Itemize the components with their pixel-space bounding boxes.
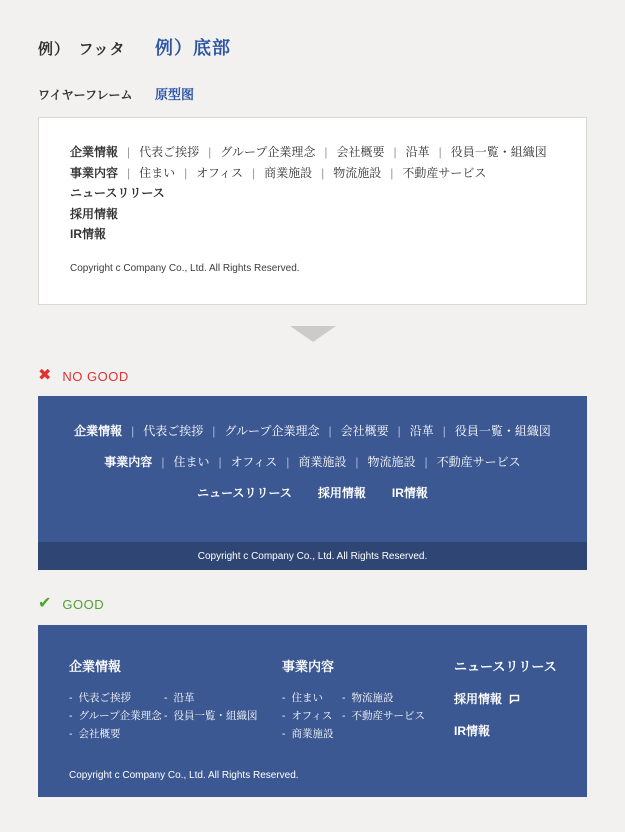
- footer-column-heading[interactable]: 事業内容: [282, 659, 335, 674]
- hyphen-bullet: -: [282, 692, 286, 704]
- ir-link-label: IR情報: [454, 724, 491, 738]
- no-good-nav: [56, 416, 569, 478]
- separator: |: [328, 424, 332, 438]
- footer-link-label: 会社概要: [78, 728, 121, 740]
- hyphen-bullet: -: [282, 710, 286, 722]
- footer-link[interactable]: グループ企業理念: [220, 145, 316, 159]
- footer-link[interactable]: 不動産サービス: [402, 165, 487, 180]
- arrow-down-icon: [290, 326, 336, 342]
- hyphen-bullet: -: [342, 692, 346, 704]
- separator: |: [393, 145, 397, 159]
- footer-link[interactable]: 商業施設: [298, 455, 347, 469]
- footer-link[interactable]: オフィス: [230, 455, 278, 469]
- footer-link-label: オフィス: [291, 710, 333, 722]
- footer-link[interactable]: [164, 707, 258, 725]
- footer-nav-row: [56, 447, 569, 478]
- subtitle-japanese: ワイヤーフレーム: [38, 88, 133, 102]
- footer-link[interactable]: 住まい: [173, 455, 210, 469]
- footer-column-heading[interactable]: 企業情報: [69, 659, 122, 674]
- hyphen-bullet: -: [164, 710, 168, 722]
- good-label-text: GOOD: [62, 596, 105, 612]
- wireframe-nav: [70, 142, 555, 183]
- news-release-link[interactable]: ニュースリリース: [454, 659, 557, 674]
- footer-link-label: 沿革: [173, 692, 195, 704]
- no-good-copyright-bar: [38, 542, 587, 570]
- check-icon: ✔: [38, 595, 52, 612]
- footer-link[interactable]: 会社概要: [336, 145, 385, 159]
- footer-link[interactable]: [69, 725, 164, 743]
- footer-subcolumns: [69, 689, 282, 743]
- wireframe-footer-example: [38, 117, 587, 305]
- copyright-text: Copyright c Company Co., Ltd. All Rights Reserved.: [70, 262, 300, 274]
- footer-link[interactable]: 物流施設: [367, 455, 416, 469]
- footer-link[interactable]: 採用情報: [70, 206, 119, 221]
- separator: |: [218, 455, 222, 469]
- footer-link[interactable]: 沿革: [405, 145, 430, 159]
- no-good-bottom-links: [56, 478, 569, 509]
- hyphen-bullet: -: [69, 692, 73, 704]
- footer-category-label[interactable]: 事業内容: [70, 165, 119, 180]
- separator: |: [212, 424, 216, 438]
- footer-link[interactable]: [282, 689, 342, 707]
- recruit-link-label: 採用情報: [454, 692, 503, 706]
- hyphen-bullet: -: [69, 710, 73, 722]
- ir-link[interactable]: [454, 722, 557, 739]
- footer-link[interactable]: [282, 707, 342, 725]
- separator: |: [208, 145, 212, 159]
- separator: |: [321, 165, 325, 180]
- no-good-label: [38, 368, 587, 384]
- separator: |: [424, 455, 428, 469]
- separator: |: [184, 165, 188, 180]
- footer-link-label: 役員一覧・組織図: [173, 710, 258, 722]
- page-title-japanese: 例） フッタ: [38, 41, 126, 58]
- footer-link-label: 代表ご挨拶: [78, 692, 131, 704]
- footer-category-label[interactable]: 事業内容: [104, 455, 153, 469]
- footer-subcolumn: [164, 689, 258, 743]
- footer-link[interactable]: 沿革: [409, 424, 434, 438]
- hyphen-bullet: -: [342, 710, 346, 722]
- footer-column: [69, 656, 282, 743]
- no-good-footer-body: [38, 396, 587, 542]
- recruit-link[interactable]: [454, 690, 557, 707]
- separator: |: [161, 455, 165, 469]
- footer-subcolumns: [282, 689, 454, 743]
- footer-subcolumn: [69, 689, 164, 743]
- footer-link[interactable]: 役員一覧・組織図: [454, 424, 551, 438]
- separator: |: [251, 165, 256, 180]
- x-icon: ✖: [38, 367, 52, 384]
- separator: |: [355, 455, 359, 469]
- footer-link-label: 物流施設: [351, 692, 394, 704]
- footer-subcolumn: [282, 689, 342, 743]
- footer-link[interactable]: 住まい: [139, 165, 176, 180]
- copyright-text: Copyright c Company Co., Ltd. All Rights Reserved.: [197, 550, 428, 562]
- external-link-icon: [509, 694, 520, 704]
- footer-link[interactable]: グループ企業理念: [224, 424, 320, 438]
- separator: |: [131, 424, 135, 438]
- footer-link[interactable]: 物流施設: [333, 165, 382, 180]
- hyphen-bullet: -: [69, 728, 73, 740]
- footer-link[interactable]: [69, 707, 164, 725]
- footer-link[interactable]: オフィス: [196, 165, 243, 180]
- footer-link[interactable]: IR情報: [70, 227, 107, 241]
- footer-link[interactable]: 代表ご挨拶: [143, 424, 204, 438]
- no-good-label-text: NO GOOD: [62, 368, 129, 384]
- copyright-text: Copyright c Company Co., Ltd. All Rights Reserved.: [69, 770, 299, 781]
- hyphen-bullet: -: [282, 728, 286, 740]
- good-label: [38, 596, 587, 612]
- footer-link[interactable]: [282, 725, 342, 743]
- footer-link[interactable]: ニュースリリース: [70, 186, 165, 200]
- footer-nav-row: [70, 163, 555, 184]
- footer-link[interactable]: 不動産サービス: [436, 455, 521, 469]
- separator: |: [390, 165, 394, 180]
- footer-link-label: 住まい: [291, 692, 323, 704]
- footer-nav-row: [56, 416, 569, 447]
- footer-link[interactable]: 採用情報: [317, 486, 366, 500]
- separator: |: [438, 145, 442, 159]
- footer-link-label: グループ企業理念: [78, 710, 162, 722]
- footer-link[interactable]: [342, 707, 425, 725]
- footer-subcolumn: [342, 689, 425, 743]
- footer-link[interactable]: [69, 689, 164, 707]
- footer-link[interactable]: 役員一覧・組織図: [450, 145, 547, 159]
- footer-column-links: [454, 656, 557, 743]
- footer-link[interactable]: [342, 689, 425, 707]
- footer-link[interactable]: ニュースリリース: [197, 486, 292, 500]
- page-title-chinese: 例）底部: [155, 38, 231, 58]
- good-footer-example: [38, 625, 587, 797]
- footer-link-label: 商業施設: [291, 728, 334, 740]
- subtitle-chinese: 原型图: [155, 87, 195, 102]
- no-good-footer-example: [38, 396, 587, 570]
- separator: |: [397, 424, 401, 438]
- page-subtitle: [38, 84, 587, 103]
- footer-link[interactable]: [164, 689, 258, 707]
- separator: |: [286, 455, 290, 469]
- separator: |: [127, 165, 131, 180]
- separator: |: [324, 145, 328, 159]
- footer-column: [282, 656, 454, 743]
- footer-link[interactable]: 会社概要: [340, 424, 389, 438]
- good-footer-columns: [69, 656, 556, 743]
- footer-link-label: 不動産サービス: [351, 710, 425, 722]
- hyphen-bullet: -: [164, 692, 168, 704]
- arrow-container: [38, 326, 587, 342]
- separator: |: [127, 145, 131, 159]
- page-title: [38, 34, 587, 60]
- footer-link[interactable]: 代表ご挨拶: [139, 145, 200, 159]
- footer-nav-row: [70, 142, 555, 163]
- separator: |: [442, 424, 446, 438]
- footer-category-label[interactable]: 企業情報: [70, 145, 119, 159]
- wireframe-standalone-links: [70, 183, 555, 245]
- footer-link[interactable]: IR情報: [391, 486, 428, 500]
- footer-category-label[interactable]: 企業情報: [74, 424, 123, 438]
- footer-link[interactable]: 商業施設: [264, 165, 313, 180]
